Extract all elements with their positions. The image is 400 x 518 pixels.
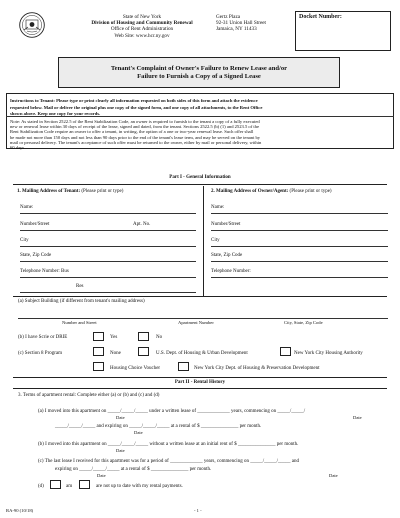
- part-2-heading: Part II - Rental History: [174, 380, 226, 385]
- tenant-city-field[interactable]: [20, 246, 196, 247]
- tenant-street-field[interactable]: [20, 230, 196, 231]
- scrie-yes-label: Yes: [110, 335, 118, 340]
- form-title-line-1: Tenant's Complaint of Owner's Failure to Renew Lease and/or: [110, 65, 288, 72]
- tenant-phone-bus-field[interactable]: [20, 277, 196, 278]
- section-8-hud-checkbox[interactable]: [138, 347, 149, 356]
- state-name: State of New York: [122, 14, 162, 20]
- section-8-none-checkbox[interactable]: [93, 347, 104, 356]
- option-a-date-caption-1: Date: [116, 415, 125, 420]
- option-a-line-2: _____/_____/_____ and expiring on _____/_____/_____ at a rental of $ _______________ per month.: [55, 424, 262, 429]
- subject-building-divider: [13, 296, 387, 297]
- section-8-nycha-checkbox[interactable]: [280, 347, 291, 356]
- option-c-date-caption-2: Date: [329, 473, 338, 478]
- tenant-address-title: 1. Mailing Address of Tenant:: [17, 189, 81, 194]
- address-line-1: Gertz Plaza: [216, 14, 241, 20]
- address-line-3: Jamaica, NY 11433: [216, 26, 257, 33]
- form-title-line-2: Failure to Furnish a Copy of a Signed Lease: [137, 73, 261, 80]
- address-column-divider: [203, 186, 204, 296]
- section-8-label: (c) Section 8 Program: [18, 351, 63, 356]
- tenant-name-field[interactable]: [20, 213, 196, 214]
- owner-print-hint: (Please print or type): [289, 189, 332, 194]
- option-d-am-label: am: [66, 484, 73, 489]
- note-line-2: new or renewal lease within 30 days of receipt of the lease, signed and dated, from the tenant. Sections 2522.5 (b) (1) and 2523.5 of the: [10, 124, 260, 130]
- section-8-hcv-label: Housing Choice Voucher: [110, 366, 161, 371]
- section-8-hpd-checkbox[interactable]: [178, 362, 189, 371]
- note-line-3: Rent Stabilization Code require an owner to offer a tenant, in writing, the option of a one or two-year renewal lease. Such offer shall: [10, 129, 254, 135]
- website-text: Web Site: www.hcr.ny.gov: [114, 32, 170, 39]
- note-line-1: Note: As stated in Section 2522.5 of the Rent Stabilization Code, an owner is required to furnish to the tenant a copy of a fully executed: [10, 119, 260, 124]
- scrie-drie-label: (b) I have Scrie or DRIE: [18, 335, 68, 340]
- column-apartment-number: Apartment Number: [178, 320, 214, 325]
- rental-terms-question: 3. Terms of apartment rental: Complete either (a) or (b) and (c) and (d): [18, 393, 160, 398]
- note-line-4: be made not more than 150 days and not less than 90 days prior to the end of the tenant's lease term, and may be served on the tenant by: [10, 134, 261, 140]
- tenant-address-heading: [17, 189, 123, 195]
- tenant-phone-res-field[interactable]: [20, 292, 196, 293]
- option-c-line-2: expiring on _____/_____/_____ at a rental of $ _______________ per month.: [55, 467, 212, 472]
- column-city-state-zip: City, State, Zip Code: [284, 320, 323, 325]
- instructions-text: [10, 98, 262, 118]
- option-c-date-caption-1: Date: [97, 473, 106, 478]
- instructions-line-1: Instructions to Tenant: Please type or print clearly all information requested on both sides of this form and attach the evidence: [10, 98, 258, 103]
- option-b-line-1: (b) I moved into this apartment on _____/_____/_____ without a written lease at an initial rent of $ _______________ per month.: [38, 442, 299, 447]
- section-8-nycha-label: New York City Housing Authority: [294, 351, 363, 356]
- tenant-name-label: Name:: [20, 205, 34, 210]
- page-number: - 1 -: [194, 508, 202, 513]
- subject-building-field[interactable]: [18, 318, 388, 319]
- scrie-no-label: No: [156, 335, 163, 340]
- part-1-heading: Part I - General Information: [169, 175, 231, 180]
- note-line-5: mail or personal delivery. The tenant's acceptance of such offer must be returned to the owner, either by mail or personal delivery, within: [10, 139, 262, 145]
- docket-number-box[interactable]: [295, 11, 391, 51]
- tenant-state-zip-field[interactable]: [20, 261, 196, 262]
- section-8-hud-label: U.S. Dept. of Housing & Urban Development: [156, 351, 248, 356]
- section-8-hcv-checkbox[interactable]: [93, 362, 104, 371]
- tenant-city-label: City: [20, 238, 29, 243]
- form-number: RA-90 (10/18): [6, 508, 34, 513]
- section-8-none-label: None: [110, 351, 121, 356]
- instructions-line-2: requested below. Mail or deliver the original plus one copy of the signed form, and one copy of all attachments, to the Rent Office: [10, 104, 263, 110]
- rent-office-address: [216, 14, 266, 33]
- part-2-top-divider: [13, 377, 387, 378]
- option-a-line-1: (a) I moved into this apartment on _____/_____/_____ under a written lease of _____________ years, commencing on _____/_____/: [38, 409, 306, 414]
- tenant-print-hint: (Please print or type): [81, 189, 124, 194]
- option-d-are-not-checkbox[interactable]: [79, 480, 90, 489]
- tenant-phone-bus-label: Telephone Number: Bus: [20, 269, 69, 274]
- tenant-street-label: Number/Street: [20, 222, 50, 227]
- tenant-apt-label: Apt. No.: [133, 222, 151, 227]
- instructions-box: [6, 93, 394, 149]
- owner-name-field[interactable]: [211, 213, 388, 214]
- owner-phone-label: Telephone Number:: [211, 269, 251, 274]
- instructions-line-3: shown above. Keep one copy for your records.: [10, 111, 101, 117]
- note-text: [10, 119, 261, 150]
- subject-building-label: (a) Subject Building (if different from tenant's mailing address): [18, 299, 145, 304]
- note-line-6: 60 days: [10, 145, 25, 151]
- option-d-am-checkbox[interactable]: [50, 480, 61, 489]
- scrie-no-checkbox[interactable]: [138, 332, 149, 341]
- instructions-divider: [6, 116, 394, 117]
- scrie-yes-checkbox[interactable]: [93, 332, 104, 341]
- option-b-date-caption: Date: [116, 448, 125, 453]
- form-title: [59, 65, 339, 81]
- section-8-hpd-label: New York City Dept. of Housing & Preservation Development: [194, 366, 320, 371]
- form-title-box: [58, 57, 340, 88]
- tenant-phone-res-label: Res: [76, 284, 84, 289]
- owner-state-zip-label: State, Zip Code: [211, 253, 243, 258]
- division-name: Division of Housing and Community Renewal: [91, 20, 193, 27]
- owner-name-label: Name:: [211, 205, 225, 210]
- option-d-label: (d): [38, 484, 44, 489]
- office-name: Office of Rent Administration: [110, 26, 174, 33]
- option-a-date-caption-3: Date: [134, 430, 143, 435]
- option-a-date-caption-2: Date: [353, 415, 362, 420]
- part-2-divider: [13, 388, 387, 389]
- agency-header: [78, 14, 206, 39]
- owner-address-title: 2. Mailing Address of Owner/Agent:: [211, 189, 289, 194]
- option-d-statement: are not up to date with my rental payments.: [96, 484, 183, 489]
- owner-street-field[interactable]: [211, 230, 388, 231]
- owner-phone-field[interactable]: [211, 277, 388, 278]
- owner-address-heading: [211, 189, 332, 195]
- part-1-divider: [13, 184, 387, 185]
- option-c-line-1: (c) The last lease I received for this apartment was for a period of _____________ years, commencing on _____/_____/_____ and: [38, 459, 299, 464]
- tenant-state-zip-label: State, Zip Code: [20, 253, 52, 258]
- owner-street-label: Number/Street: [211, 222, 241, 227]
- docket-number-label: Docket Number:: [299, 14, 342, 20]
- owner-city-field[interactable]: [211, 246, 388, 247]
- column-number-street: Number and Street: [62, 320, 97, 325]
- owner-state-zip-field[interactable]: [211, 261, 388, 262]
- owner-city-label: City: [211, 238, 220, 243]
- address-line-2: 92-31 Union Hall Street: [216, 20, 266, 27]
- new-york-state-seal-icon: [19, 12, 45, 38]
